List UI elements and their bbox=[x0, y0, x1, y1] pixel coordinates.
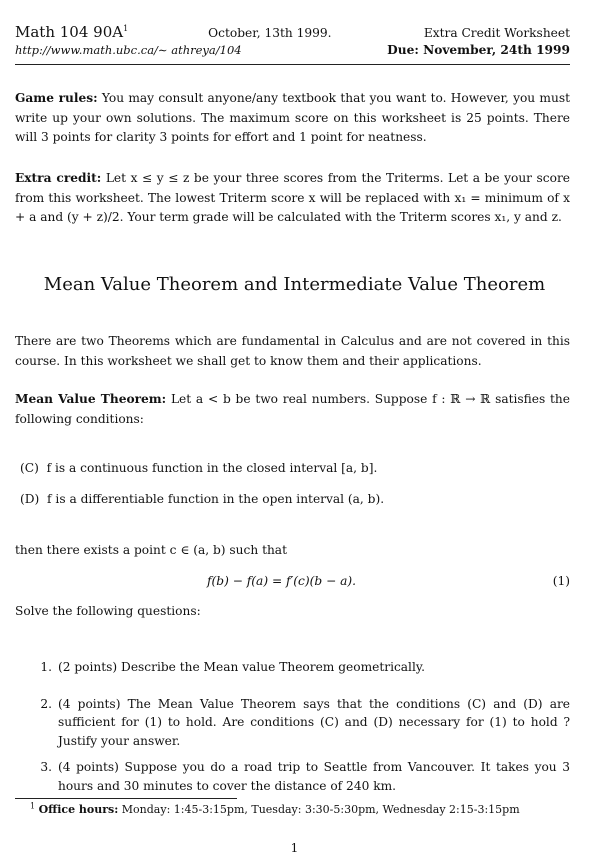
equation-number: (1) bbox=[552, 574, 570, 588]
question-list bbox=[15, 658, 570, 795]
condition-d bbox=[20, 490, 575, 509]
footnote bbox=[30, 803, 520, 816]
question-number: 2. bbox=[40, 696, 52, 711]
condition-c bbox=[20, 459, 575, 478]
footnote-rule bbox=[15, 798, 237, 799]
page-number: 1 bbox=[290, 841, 299, 855]
list-item bbox=[15, 658, 570, 677]
game-rules-paragraph bbox=[15, 89, 570, 148]
mvt-text: Let a < b be two real numbers. Suppose f : ℝ → ℝ satisfies the following conditions: bbox=[15, 392, 570, 426]
section-title: Mean Value Theorem and Intermediate Value Theorem bbox=[43, 274, 546, 295]
question-text: (4 points) Suppose you do a road trip to Seattle from Vancouver. It takes you 3 hours and 30 minutes to cover the distance of 240 km. bbox=[58, 760, 570, 793]
question-text: (4 points) The Mean Value Theorem says that the conditions (C) and (D) are sufficient for (1) to hold. Are conditions (C) and (D) necessary for (1) to hold ? Justify your answer. bbox=[58, 696, 570, 748]
footnote-mark: 1 bbox=[30, 801, 36, 811]
extra-credit-text: Let x ≤ y ≤ z be your three scores from the Triterms. Let a be your score from this worksheet. The lowest Triterm score x will be replaced with x₁ = minimum of x + a and (y + z)/2. Your term grade will be calculated with the Triterm scores x₁, y and z. bbox=[15, 171, 570, 224]
header-top-row bbox=[15, 23, 570, 41]
footnote-label: Office hours: bbox=[38, 803, 119, 816]
extra-credit-paragraph bbox=[15, 169, 570, 228]
solve-text: Solve the following questions: bbox=[15, 604, 201, 618]
question-number: 3. bbox=[40, 760, 52, 774]
question-text: (2 points) Describe the Mean value Theorem geometrically. bbox=[58, 660, 425, 674]
footnote-text: Monday: 1:45-3:15pm, Tuesday: 3:30-5:30pm, Wednesday 2:15-3:15pm bbox=[121, 803, 520, 816]
header-date: October, 13th 1999. bbox=[208, 26, 332, 40]
due-date: Due: November, 24th 1999 bbox=[387, 43, 570, 57]
course-url: http://www.math.ubc.ca/∼ athreya/104 bbox=[15, 43, 242, 57]
game-rules-text: You may consult anyone/any textbook that you want to. However, you must write up your own solutions. The maximum score on this worksheet is 25 points. There will 3 points for clarity 3 points for effort and 1 point for neatness. bbox=[15, 91, 570, 144]
mvt-paragraph bbox=[15, 390, 570, 429]
worksheet-label: Extra Credit Worksheet bbox=[423, 26, 570, 40]
header-rule bbox=[15, 64, 570, 65]
game-rules-label: Game rules: bbox=[15, 91, 98, 105]
equation: f(b) − f(a) = f′(c)(b − a). bbox=[207, 574, 357, 588]
intro-paragraph: There are two Theorems which are fundamental in Calculus and are not covered in this course. In this worksheet we shall get to know them and their applications. bbox=[15, 334, 570, 368]
footnote-marker: 1 bbox=[123, 24, 129, 33]
condition-tag: (D) bbox=[20, 492, 40, 506]
header-second-row bbox=[15, 43, 570, 59]
then-text: then there exists a point c ∈ (a, b) such that bbox=[15, 543, 287, 557]
question-number: 1. bbox=[40, 660, 52, 674]
list-item bbox=[15, 758, 570, 795]
mvt-label: Mean Value Theorem: bbox=[15, 392, 167, 406]
condition-tag: (C) bbox=[20, 461, 39, 475]
condition-text: f is a continuous function in the closed interval [a, b]. bbox=[46, 461, 378, 475]
condition-text: f is a differentiable function in the open interval (a, b). bbox=[47, 492, 385, 506]
extra-credit-label: Extra credit: bbox=[15, 171, 102, 185]
list-item bbox=[15, 695, 570, 751]
course-title: Math 104 $90A^1$ bbox=[15, 23, 129, 41]
